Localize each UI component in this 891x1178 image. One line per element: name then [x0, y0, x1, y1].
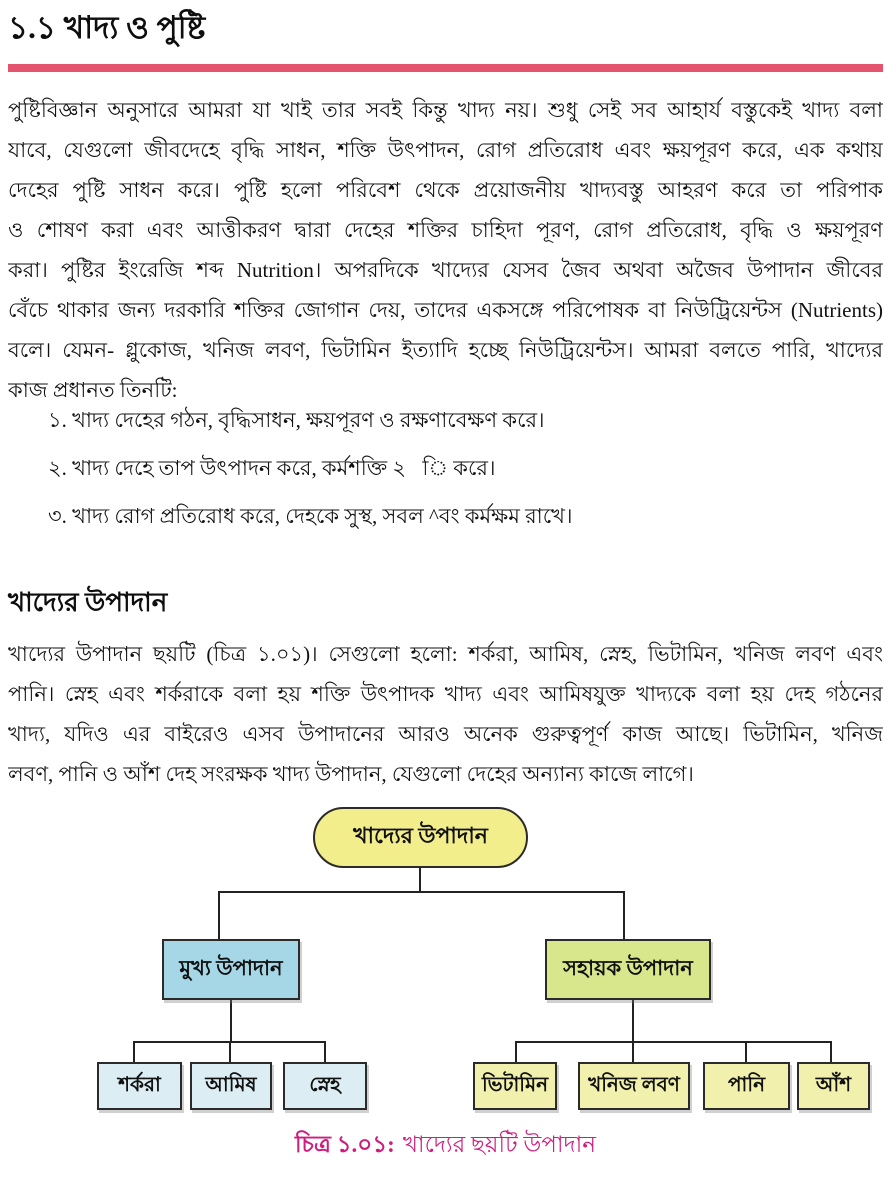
diagram-node-fat: স্নেহ — [283, 1062, 367, 1110]
connector-line — [623, 891, 625, 939]
connector-line — [133, 1041, 135, 1062]
section-title: ১.১ খাদ্য ও পুষ্টি — [8, 10, 206, 45]
heading-rule — [8, 64, 883, 72]
intro-line: পুষ্টিবিজ্ঞান অনুসারে আমরা যা খাই তার সবই কিন্তু খাদ্য নয়। শুধু সেই সব আহার্য বস্তুকেই খাদ্য বলা — [8, 98, 883, 122]
components-line: লবণ, পানি ও আঁশ দেহ সংরক্ষক খাদ্য উপাদান, যেগুলো দেহের অন্যান্য কাজে লাগে। — [8, 762, 694, 786]
connector-line — [632, 1041, 634, 1062]
diagram-node-protein: আমিষ — [190, 1062, 272, 1110]
diagram-node-vitamin: ভিটামিন — [473, 1062, 557, 1110]
components-line: খাদ্য, যদিও এর বাইরেও এসব উপাদানের আরও অনেক গুরুত্বপূর্ণ কাজ আছে। ভিটামিন, খনিজ — [8, 722, 883, 746]
components-paragraph — [8, 634, 883, 794]
list-item: ৩. খাদ্য রোগ প্রতিরোধ করে, দেহকে সুস্থ, সবল ^বং কর্মক্ষম রাখে। — [48, 504, 573, 528]
intro-line: বলে। যেমন- গ্লুকোজ, খনিজ লবণ, ভিটামিন ইত্যাদি হচ্ছে নিউট্রিয়েন্টস। আমরা বলতে পারি, খাদ্যের — [8, 338, 883, 362]
diagram-root-node: খাদ্যের উপাদান — [313, 807, 528, 868]
diagram-node-water: পানি — [703, 1062, 790, 1110]
diagram-node-main-components: মুখ্য উপাদান — [162, 939, 300, 1000]
intro-line: ও শোষণ করা এবং আত্তীকরণ দ্বারা দেহের শক্তির চাহিদা পূরণ, রোগ প্রতিরোধ, বৃদ্ধি ও ক্ষয়পূরণ — [8, 218, 883, 242]
components-line: পানি। স্নেহ এবং শর্করাকে বলা হয় শক্তি উৎপাদক খাদ্য এবং আমিষযুক্ত খাদ্যকে বলা হয় দেহ গঠনের — [8, 682, 883, 706]
intro-paragraph — [8, 90, 883, 410]
diagram-node-auxiliary-components: সহায়ক উপাদান — [545, 939, 711, 1000]
list-item: ২. খাদ্য দেহে তাপ উৎপাদন করে, কর্মশক্তি ২ ি করে। — [48, 456, 496, 480]
intro-line: দেহের পুষ্টি সাধন করে। পুষ্টি হলো পরিবেশ থেকে প্রয়োজনীয় খাদ্যবস্তু আহরণ করে তা পরিপাক — [8, 178, 883, 202]
diagram-node-minerals: খনিজ লবণ — [578, 1062, 690, 1110]
diagram-node-carbohydrate: শর্করা — [97, 1062, 182, 1110]
list-item: ১. খাদ্য দেহের গঠন, বৃদ্ধিসাধন, ক্ষয়পূরণ ও রক্ষণাবেক্ষণ করে। — [48, 408, 545, 432]
figure-caption-number: চিত্র ১.০১: — [294, 1132, 395, 1157]
food-functions-list — [48, 396, 868, 540]
connector-line — [830, 1041, 832, 1062]
figure-caption-text: খাদ্যের ছয়টি উপাদান — [402, 1132, 597, 1157]
connector-line — [515, 1041, 832, 1043]
connector-line — [218, 891, 220, 939]
connector-line — [419, 868, 421, 893]
subsection-title: খাদ্যের উপাদান — [8, 588, 168, 617]
connector-line — [229, 1041, 231, 1062]
connector-line — [218, 891, 625, 893]
figure-caption — [0, 1126, 891, 1165]
connector-line — [324, 1041, 326, 1062]
intro-line: করা। পুষ্টির ইংরেজি শব্দ Nutrition। অপরদিকে খাদ্যের যেসব জৈব অথবা অজৈব উপাদান জীবের — [8, 258, 883, 282]
connector-line — [230, 1000, 232, 1043]
intro-line: যাবে, যেগুলো জীবদেহে বৃদ্ধি সাধন, শক্তি উৎপাদন, রোগ প্রতিরোধ এবং ক্ষয়পূরণ করে, এক কথায় — [8, 138, 883, 162]
connector-line — [745, 1041, 747, 1062]
intro-line: বেঁচে থাকার জন্য দরকারি শক্তির জোগান দেয়, তাদের একসঙ্গে পরিপোষক বা নিউট্রিয়েন্টস (Nutrients) — [8, 298, 883, 322]
intro-line: কাজ প্রধানত তিনটি: — [8, 378, 178, 402]
connector-line — [632, 1000, 634, 1043]
diagram-node-fiber: আঁশ — [797, 1062, 870, 1110]
components-line: খাদ্যের উপাদান ছয়টি (চিত্র ১.০১)। সেগুলো হলো: শর্করা, আমিষ, স্নেহ, ভিটামিন, খনিজ লবণ এবং — [8, 642, 883, 666]
connector-line — [515, 1041, 517, 1062]
